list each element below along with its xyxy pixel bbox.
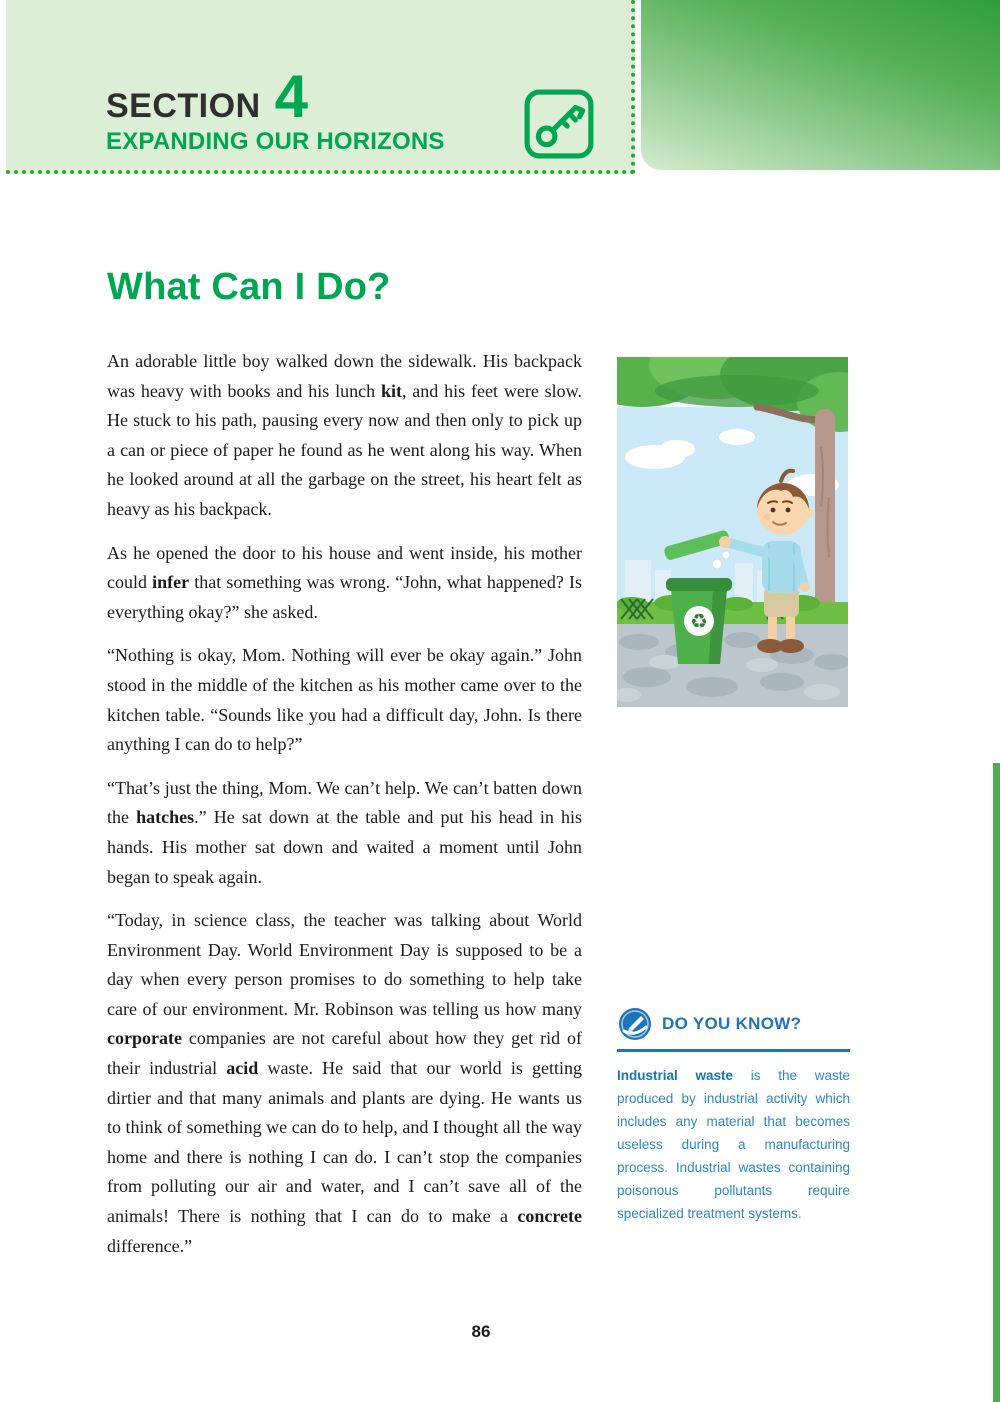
boy-recycling-illustration — [617, 357, 848, 707]
page-number: 86 — [471, 1322, 491, 1341]
vocabulary-term: corporate — [107, 1028, 182, 1049]
story-paragraph: “Nothing is okay, Mom. Nothing will ever be okay again.” John stood in the middle of the kitchen as his mother came over to the kitchen table. “Sounds like you had a difficult day, John. Is there anything I can do to help?” — [107, 645, 582, 755]
vocabulary-term: hatches — [136, 807, 195, 828]
do-you-know-lead: Industrial waste — [617, 1068, 734, 1083]
vocabulary-term: kit — [380, 380, 402, 401]
pen-badge-icon — [617, 1006, 653, 1042]
section-header-box — [6, 0, 635, 174]
do-you-know-text: Industrial waste is the waste produced by industrial activity which includes any material that becomes useless during a manufacturing process. Industrial wastes containing poisonous pollutants require specialized treatment systems. — [617, 1068, 850, 1221]
section-heading — [106, 63, 445, 156]
section-number: 4 — [274, 63, 308, 130]
header-gradient-band — [641, 0, 1000, 170]
vocabulary-term: concrete — [517, 1206, 582, 1227]
do-you-know-title: DO YOU KNOW? — [662, 1014, 802, 1033]
page-title: What Can I Do? — [107, 266, 391, 308]
vocabulary-term: acid — [226, 1058, 259, 1079]
section-subtitle: EXPANDING OUR HORIZONS — [106, 128, 445, 155]
key-icon — [523, 88, 595, 160]
section-label: SECTION — [106, 87, 261, 125]
svg-text:♻: ♻ — [690, 611, 708, 633]
story-paragraph: “Today, in science class, the teacher was talking about World Environment Day. World Environment Day is supposed to be a day when every person promises to do something to help take care of our environment. Mr. Robinson was telling us how many corporate companies are not careful about how they get rid of their industrial acid waste. He said that our world is getting dirtier and that many animals and plants are dying. He wants us to think of something we can do to help, and I thought all the way home and there is nothing I can do. I can’t stop the companies from polluting our air and water, and I can’t save all of the animals! There is nothing that I can do to make a concrete difference.” — [107, 910, 582, 1256]
story-paragraph: “That’s just the thing, Mom. We can’t help. We can’t batten down the hatches.” He sat down at the table and put his head in his hands. His mother sat down and waited a moment until John began to speak again. — [107, 777, 582, 887]
page-edge-strip — [993, 763, 1000, 1402]
do-you-know-box — [617, 1006, 850, 1225]
story-paragraph: An adorable little boy walked down the sidewalk. His backpack was heavy with books and his lunch kit, and his feet were slow. He stuck to his path, pausing every now and then only to pick up a can or piece of paper he found as he went along his way. When he looked around at all the garbage on the street, his heart felt as heavy as his backpack. — [107, 351, 582, 519]
story-text — [107, 347, 582, 1275]
story-paragraph: As he opened the door to his house and went inside, his mother could infer that something was wrong. “John, what happened? Is everything okay?” she asked. — [107, 542, 582, 622]
vocabulary-term: infer — [152, 572, 190, 593]
do-you-know-divider — [617, 1049, 850, 1052]
